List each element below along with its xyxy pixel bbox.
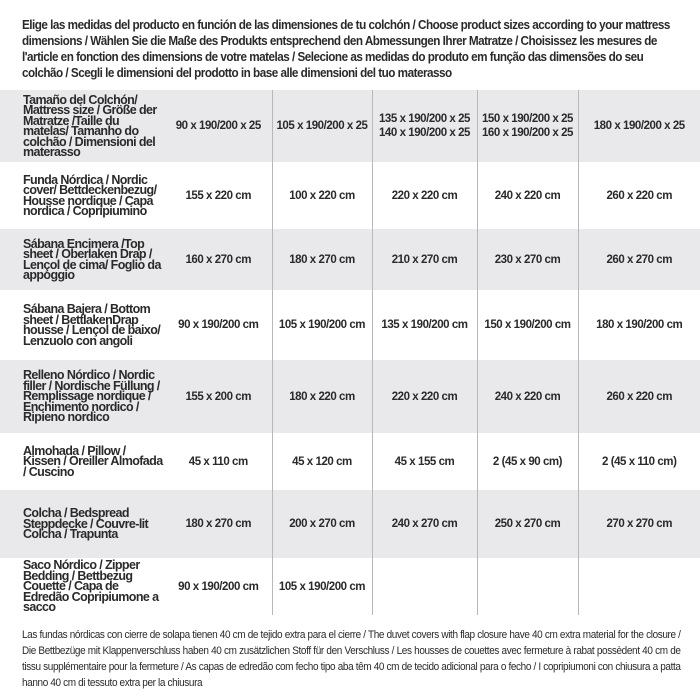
size-cell: 45 x 120 cm [272, 433, 372, 490]
header-size-line: 150 x 190/200 x 25 [481, 113, 574, 125]
size-cell [372, 558, 477, 615]
table-row [0, 558, 700, 615]
header-label: Tamaño del Colchón/ Mattress size / Größe der Matratze /Taille du matelas/ Tamanho do colchão / Dimensioni del materasso [23, 92, 157, 159]
row-label: Colcha / Bedspread Steppdecke / Couvre-lit Colcha / Trapunta [23, 506, 149, 542]
footnote: Las fundas nórdicas con cierre de solapa tienen 40 cm de tejido extra para el cierre / The duvet covers with flap closure have 40 cm extra material for the closure / Die Bettbezüge mit Klappenverschluss haben 40 cm zusätzlichen Stoff für den Verschluss / Les housses de couettes avec fermeture à rabat possèdent 40 cm de tissu supplémentaire pour la fermeture / As capas de edredão com fecho tipo aba têm 40 cm de tecido adicional para o fecho / I copripiumoni con chiusura a patta hanno 40 cm di tessuto extra per la chiusura [22, 629, 681, 689]
header-cell: 90 x 190/200 x 25 [175, 120, 261, 132]
header-size-line: 140 x 190/200 x 25 [378, 127, 471, 139]
table-row [0, 433, 700, 490]
size-cell [578, 558, 700, 615]
header-cell [477, 90, 578, 162]
table-row [0, 229, 700, 290]
size-cell: 45 x 155 cm [372, 433, 477, 490]
size-cell: 135 x 190/200 cm [372, 290, 477, 360]
size-cell: 45 x 110 cm [188, 455, 248, 468]
table-row [0, 162, 700, 229]
row-label: Sábana Encimera /Top sheet / Oberlaken Drap / Lençol de cima/ Foglio da appoggio [23, 236, 161, 282]
size-cell: 90 x 190/200 cm [178, 580, 259, 593]
size-cell: 155 x 200 cm [185, 390, 252, 403]
size-cell: 100 x 220 cm [272, 162, 372, 229]
size-cell: 270 x 270 cm [578, 490, 700, 558]
table-header-row [0, 90, 700, 162]
size-cell [477, 558, 578, 615]
size-cell: 210 x 270 cm [372, 229, 477, 290]
header-cell: 180 x 190/200 x 25 [578, 90, 700, 162]
size-cell: 260 x 220 cm [578, 360, 700, 433]
row-label: Relleno Nórdico / Nordic filler / Nordische Füllung / Remplissage nordique / Enchimento nordico / Ripieno nordico [23, 368, 160, 425]
size-cell: 220 x 220 cm [372, 360, 477, 433]
table-row [0, 290, 700, 360]
size-cell: 230 x 270 cm [477, 229, 578, 290]
header-cell [372, 90, 477, 162]
size-cell: 220 x 220 cm [372, 162, 477, 229]
size-cell: 2 (45 x 110 cm) [578, 433, 700, 490]
size-cell: 240 x 220 cm [477, 162, 578, 229]
header-size-line: 160 x 190/200 x 25 [481, 127, 574, 139]
intro-text: Elige las medidas del producto en función de las dimensiones de tu colchón / Choose product sizes according to your mattress dimensions / Wählen Sie die Maße des Produkts entsprechend den Abmessungen Ihrer Matratze / Choisissez les mesures de l'article en fonction des dimensions de votre matelas / Selecione as medidas do produto em função das dimensões do seu colchão / Scegli le dimensioni del prodotto in base alle dimensioni del tuo materasso [22, 18, 670, 80]
row-label: Sábana Bajera / Bottom sheet / BettlakenDrap housse / Lençol de baixo/ Lenzuolo con angoli [23, 302, 161, 348]
size-cell: 105 x 190/200 cm [272, 290, 372, 360]
row-label: Funda Nórdica / Nordic cover/ Bettdeckenbezug/ Housse nordique / Capa nordica / Copripiumino [23, 172, 157, 218]
size-cell: 180 x 270 cm [185, 518, 252, 530]
header-size-line: 135 x 190/200 x 25 [378, 113, 471, 125]
row-label: Saco Nórdico / Zipper Bedding / Bettbezug Couette / Capa de Edredão Copripiumone a sacco [23, 558, 159, 615]
size-cell: 250 x 270 cm [477, 490, 578, 558]
size-cell: 155 x 220 cm [185, 189, 252, 202]
size-cell: 240 x 220 cm [477, 360, 578, 433]
size-table [0, 90, 700, 615]
size-cell: 90 x 190/200 cm [178, 319, 259, 331]
size-cell: 180 x 270 cm [272, 229, 372, 290]
size-cell: 260 x 220 cm [578, 162, 700, 229]
size-cell: 180 x 190/200 cm [578, 290, 700, 360]
header-cell: 105 x 190/200 x 25 [272, 90, 372, 162]
size-cell: 2 (45 x 90 cm) [477, 433, 578, 490]
row-label: Almohada / Pillow / Kissen / Oreiller Almofada / Cuscino [23, 443, 163, 479]
size-cell: 200 x 270 cm [272, 490, 372, 558]
size-cell: 240 x 270 cm [372, 490, 477, 558]
size-cell: 150 x 190/200 cm [477, 290, 578, 360]
size-cell: 105 x 190/200 cm [272, 558, 372, 615]
table-row [0, 490, 700, 558]
table-row [0, 360, 700, 433]
size-cell: 160 x 270 cm [185, 253, 252, 266]
size-cell: 260 x 270 cm [578, 229, 700, 290]
size-cell: 180 x 220 cm [272, 360, 372, 433]
